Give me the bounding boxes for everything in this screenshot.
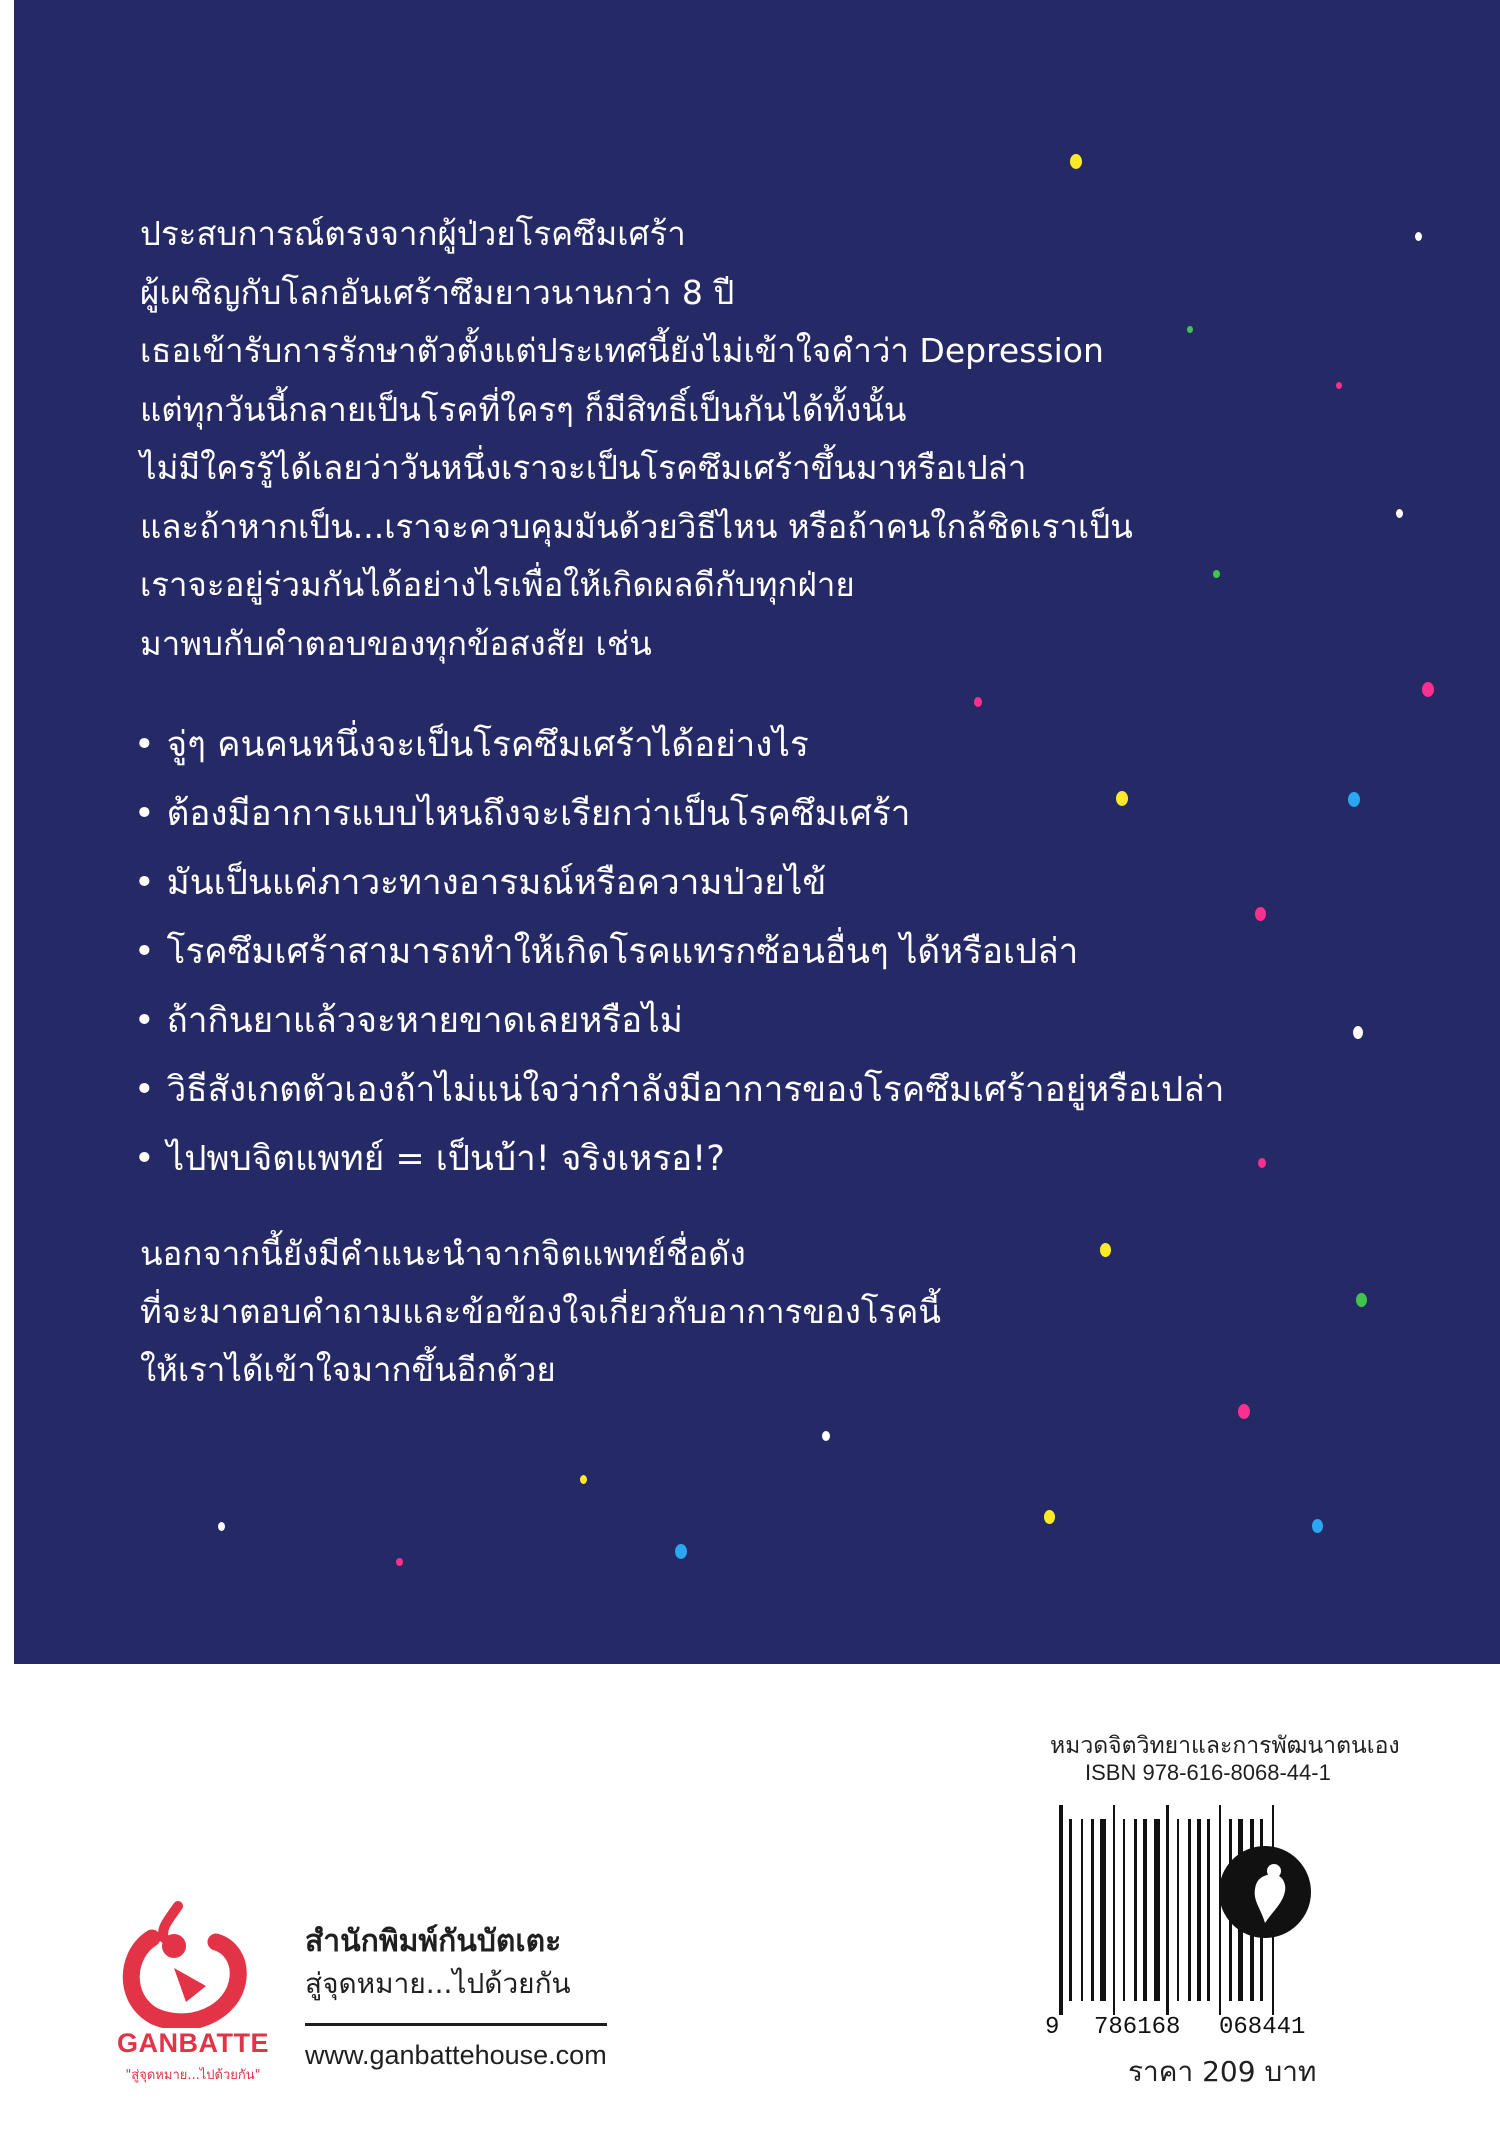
intro-line: ผู้เผชิญกับโลกอันเศร้าซึมยาวนานกว่า 8 ปี: [140, 272, 735, 312]
confetti-dot: [1312, 1519, 1323, 1533]
barcode-bar: [1059, 1805, 1063, 2015]
barcode-bar: [1123, 1819, 1125, 2001]
intro-line: ไม่มีใครรู้ได้เลยว่าวันหนึ่งเราจะเป็นโรคซึมเศร้าขึ้นมาหรือเปล่า: [140, 448, 1027, 487]
barcode-bar: [1177, 1819, 1179, 2001]
intro-line: และถ้าหากเป็น...เราจะควบคุมมันด้วยวิธีไหน หรือถ้าคนใกล้ชิดเราเป็น: [140, 506, 1133, 546]
barcode-bar: [1154, 1819, 1160, 2001]
barcode-bar: [1091, 1819, 1094, 2001]
confetti-dot: [1422, 682, 1434, 697]
intro-line: เราจะอยู่ร่วมกันได้อย่างไรเพื่อให้เกิดผลดีกับทุกฝ่าย: [140, 565, 855, 604]
confetti-dot: [396, 1558, 403, 1566]
confetti-dot: [218, 1522, 225, 1531]
publisher-divider: [305, 2023, 607, 2026]
question-item: • ถ้ากินยาแล้วจะหายขาดเลยหรือไม่: [134, 987, 1224, 1056]
barcode-bar: [1134, 1819, 1137, 2001]
outro-line: นอกจากนี้ยังมีคำแนะนำจากจิตแพทย์ชื่อดัง: [140, 1234, 746, 1273]
question-item: • วิธีสังเกตตัวเองถ้าไม่แน่ใจว่ากำลังมีอาการของโรคซึมเศร้าอยู่หรือเปล่า: [134, 1056, 1224, 1125]
confetti-dot: [1356, 1293, 1367, 1307]
barcode-bar: [1100, 1819, 1106, 2001]
barcode-bar: [1188, 1819, 1191, 2001]
confetti-dot: [1336, 382, 1342, 389]
confetti-dot: [675, 1544, 687, 1559]
barcode-bar: [1166, 1805, 1169, 2015]
publisher-logo: [108, 1898, 278, 2098]
barcode-bar: [1197, 1819, 1201, 2001]
isbn-number: ISBN 978-616-8068-44-1: [1085, 1760, 1331, 1785]
barcode-digits-left: 786168: [1094, 2014, 1181, 2041]
book-category: หมวดจิตวิทยาและการพัฒนาตนเอง: [1050, 1733, 1400, 1759]
barcode-bar: [1219, 1805, 1221, 2015]
publisher-slogan: สู่จุดหมาย...ไปด้วยกัน: [305, 1967, 571, 2000]
publisher-website: www.ganbattehouse.com: [305, 2040, 607, 2070]
isbn-barcode: [1055, 1797, 1365, 2037]
question-item: • มันเป็นแค่ภาวะทางอารมณ์หรือความป่วยไข้: [134, 849, 1224, 918]
confetti-dot: [1258, 1158, 1266, 1168]
barcode-bar: [1113, 1805, 1115, 2015]
confetti-dot: [1353, 1026, 1363, 1039]
outro-line: ที่จะมาตอบคำถามและข้อข้องใจเกี่ยวกับอาการของโรคนี้: [140, 1292, 941, 1331]
barcode-bar: [1207, 1819, 1210, 2001]
confetti-dot: [822, 1431, 830, 1441]
outro-paragraph: [140, 1225, 1260, 1399]
question-item: • โรคซึมเศร้าสามารถทำให้เกิดโรคแทรกซ้อนอื่นๆ ได้หรือเปล่า: [134, 918, 1224, 987]
barcode-lead-digit: 9: [1045, 2014, 1060, 2041]
barcode-bar: [1081, 1819, 1083, 2001]
intro-line: ประสบการณ์ตรงจากผู้ป่วยโรคซึมเศร้า: [140, 214, 686, 253]
logo-tagline: "สู่จุดหมาย...ไปด้วยกัน": [125, 2068, 261, 2083]
publisher-name: สำนักพิมพ์กันบัตเตะ: [305, 1924, 562, 1959]
barcode-digits-right: 068441: [1219, 2014, 1306, 2041]
confetti-dot: [1070, 154, 1082, 169]
confetti-dot: [974, 697, 982, 707]
question-item: • ไปพบจิตแพทย์ = เป็นบ้า! จริงเหรอ!?: [134, 1125, 1224, 1194]
confetti-dot: [1255, 907, 1266, 921]
confetti-dot: [580, 1475, 587, 1484]
ganbatte-logo-mark-icon: [108, 1898, 278, 2028]
confetti-dot: [1415, 232, 1422, 241]
question-item: • จู่ๆ คนคนหนึ่งจะเป็นโรคซึมเศร้าได้อย่างไร: [134, 711, 1224, 780]
confetti-dot: [1238, 1404, 1250, 1419]
book-price: ราคา 209 บาท: [1128, 2055, 1317, 2088]
barcode-bar: [1069, 1819, 1072, 2001]
confetti-dot: [1396, 509, 1403, 518]
confetti-dot: [1348, 792, 1360, 807]
outro-line: ให้เราได้เข้าใจมากขึ้นอีกด้วย: [140, 1350, 556, 1389]
barcode-bar: [1143, 1819, 1147, 2001]
question-list: [134, 711, 1224, 1194]
intro-line: มาพบกับคำตอบของทุกข้อสงสัย เช่น: [140, 623, 652, 663]
confetti-dot: [1044, 1510, 1055, 1524]
intro-paragraph: [140, 205, 1260, 673]
logo-wordmark: GANBATTE: [117, 2028, 269, 2058]
intro-line: แต่ทุกวันนี้กลายเป็นโรคที่ใครๆ ก็มีสิทธิ์เป็นกันได้ทั้งนั้น: [140, 389, 907, 429]
question-item: • ต้องมีอาการแบบไหนถึงจะเรียกว่าเป็นโรคซึมเศร้า: [134, 780, 1224, 849]
intro-line: เธอเข้ารับการรักษาตัวตั้งแต่ประเทศนี้ยังไม่เข้าใจคำว่า Depression: [140, 331, 1104, 370]
